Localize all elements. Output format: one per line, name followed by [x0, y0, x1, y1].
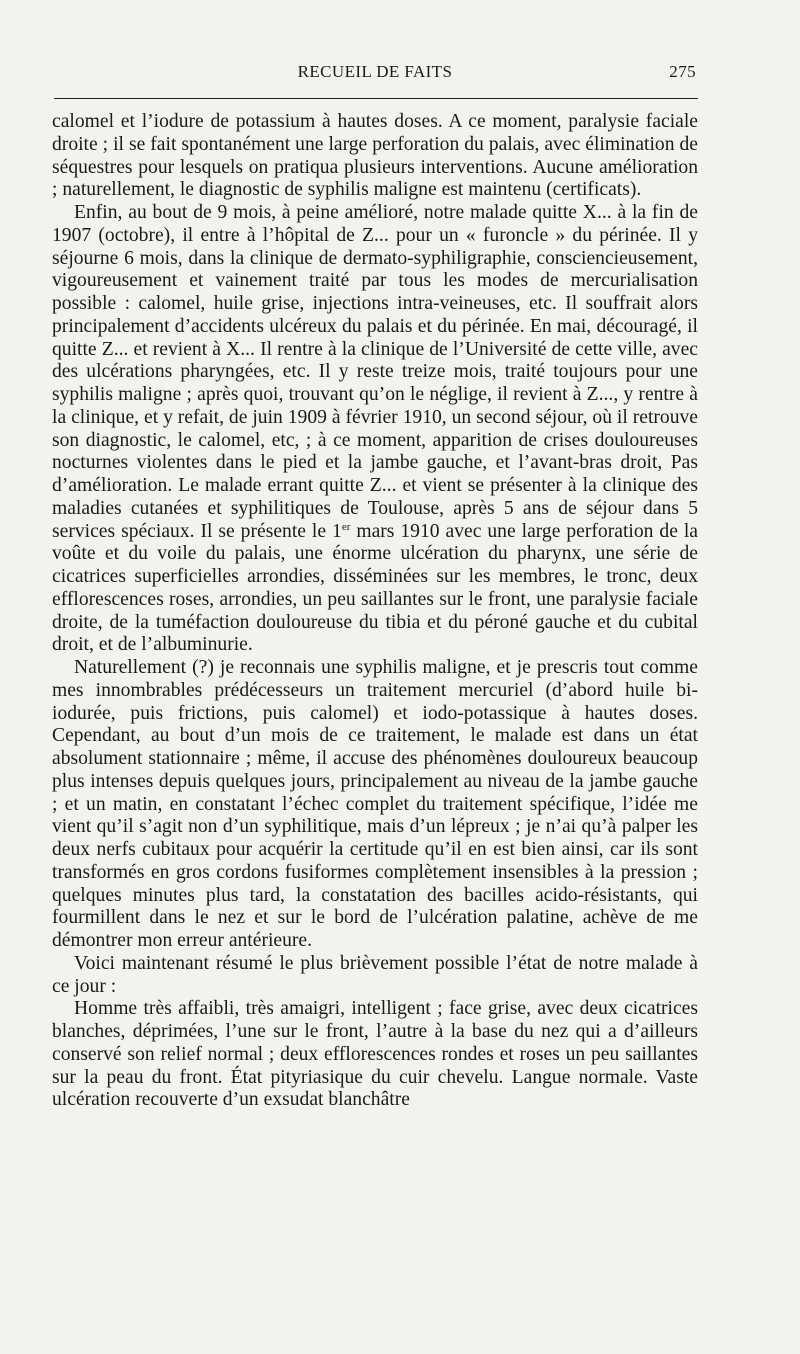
header-rule: [54, 98, 698, 99]
paragraph-2: [52, 202, 698, 657]
running-header: [52, 60, 698, 88]
paragraph-3: Naturellement (?) je reconnais une syphilis maligne, et je prescris tout comme mes innombrables prédécesseurs un traitement mercuriel (d’abord huile bi-iodurée, puis frictions, puis calomel) et iodo-potassique à hautes doses. Cependant, au bout d’un mois de ce traitement, le malade est dans un état absolument stationnaire ; même, il accuse des phénomènes douloureux beaucoup plus intenses depuis quelques jours, principalement au niveau de la jambe gauche ; et un matin, en constatant l’échec complet du traitement spécifique, l’idée me vient qu’il s’agit non d’un syphilitique, mais d’un lépreux ; je n’ai qu’à palper les deux nerfs cubitaux pour acquérir la certitude qu’il en est bien ainsi, car ils sont transformés en gros cordons fusiformes complètement insensibles à la pression ; quelques minutes plus tard, la constatation des bacilles acido-résistants, qui fourmillent dans le nez et sur le bord de l’ulcération palatine, achève de me démontrer mon erreur antérieure.: [52, 657, 698, 951]
paragraph-2-continuation: mars 1910 avec une large perforation de la voûte et du voile du palais, une énorme ulcération du pharynx, une série de cicatrices superficielles arrondies, disséminées sur les membres, le tronc, deux efflorescences roses, arrondies, un peu saillantes sur le front, une paralysie faciale droite, de la tuméfaction douloureuse du tibia et du péroné gauche et du cubital droit, et de l’albuminurie.: [52, 520, 698, 656]
page-number: 275: [669, 62, 696, 81]
paragraph-1: calomel et l’iodure de potassium à hautes doses. A ce moment, paralysie faciale droite ; il se fait spontanément une large perforation du palais, avec élimination de séquestres pour lesquels on pratiqua plusieurs interventions. Aucune amélioration ; naturellement, le diagnostic de syphilis maligne est maintenu (certificats).: [52, 111, 698, 201]
paragraph-4: Voici maintenant résumé le plus brièvement possible l’état de notre malade à ce jour :: [52, 952, 698, 997]
date-day: 1: [326, 520, 342, 542]
ordinal-superscript: er: [341, 520, 351, 533]
paragraph-5: Homme très affaibli, très amaigri, intelligent ; face grise, avec deux cicatrices blanches, déprimées, l’une sur le front, l’autre à la base du nez qui a d’ailleurs conservé son relief normal ; deux efflorescences rondes et roses un peu saillantes sur la peau du front. État pityriasique du cuir chevelu. Langue normale. Vaste ulcération recouverte d’un exsudat blanchâtre: [52, 998, 698, 1111]
book-page: [52, 60, 698, 1330]
paragraph-2-text: Enfin, au bout de 9 mois, à peine amélioré, notre malade quitte X... à la fin de 1907 (octobre), il entre à l’hôpital de Z... pour un « furoncle » du périnée. Il y séjourne 6 mois, dans la clinique de dermato-syphiligraphie, consciencieusement, vigoureusement et vainement traité par tous les modes de mercurialisation possible : calomel, huile grise, injections intra-veineuses, etc. Il souffrait alors principalement d’accidents ulcéreux du palais et du périnée. En mai, découragé, il quitte Z... et revient à X... Il rentre à la clinique de l’Université de cette ville, avec des ulcérations pharyngées, etc. Il y reste treize mois, traité toujours pour une syphilis maligne ; après quoi, trouvant qu’on le néglige, il revient à Z..., y rentre à la clinique, et y refait, de juin 1909 à février 1910, un second séjour, où il retrouve son diagnostic, le calomel, etc, ; à ce moment, apparition de crises douloureuses nocturnes violentes dans le pied et la jambe gauche, et l’avant-bras droit, Pas d’amélioration. Le malade errant quitte Z... et vient se présenter à la clinique des maladies cutanées et syphilitiques de Toulouse, après 5 ans de séjour dans 5 services spéciaux. Il se présente le: [52, 202, 698, 542]
body-text: [52, 111, 698, 1112]
running-title: RECUEIL DE FAITS: [297, 62, 453, 81]
